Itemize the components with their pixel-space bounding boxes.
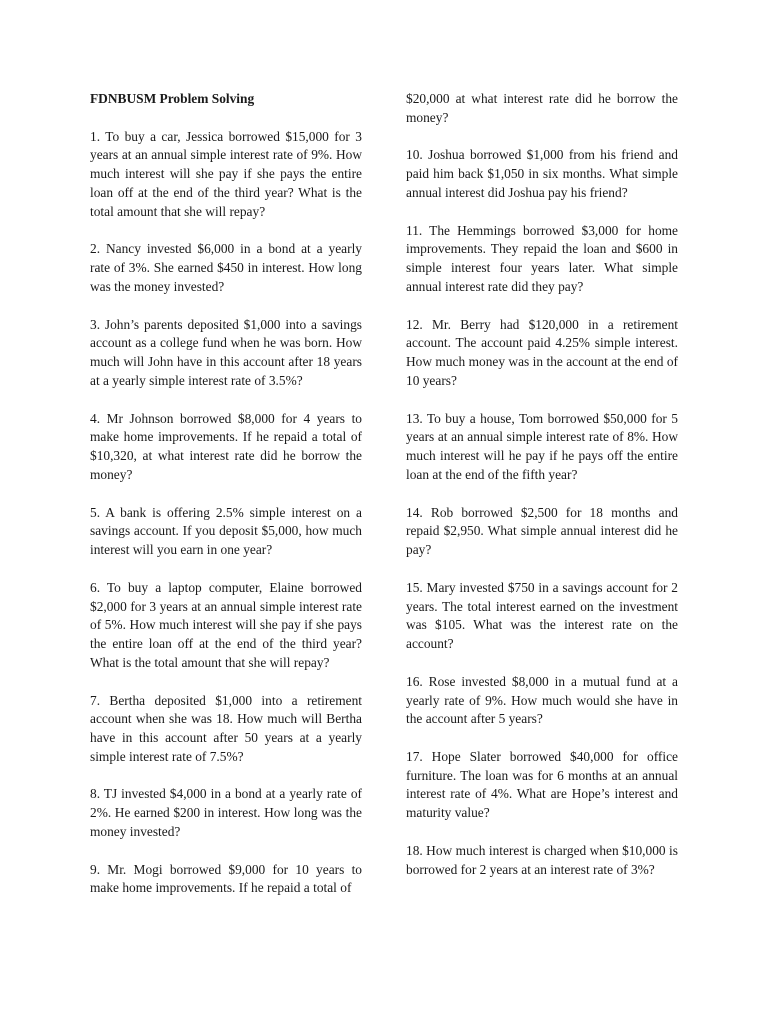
problem-3: 3. John’s parents deposited $1,000 into a savings account as a college fund when he was born. How much will John have in this account after 18 years at a yearly simple interest rate of 3.5%? — [90, 316, 362, 388]
problem-7: 7. Bertha deposited $1,000 into a retirement account when she was 18. How much will Bertha have in this account after 50 years at a yearly simple interest rate of 7.5%? — [90, 692, 362, 764]
problem-15: 15. Mary invested $750 in a savings account for 2 years. The total interest earned on the investment was $105. What was the interest rate on the account? — [406, 579, 678, 652]
document-title: FDNBUSM Problem Solving — [90, 91, 255, 106]
problem-12: 12. Mr. Berry had $120,000 in a retirement account. The account paid 4.25% simple interest. How much money was in the account at the end of 10 years? — [406, 316, 678, 388]
problem-1: 1. To buy a car, Jessica borrowed $15,000 for 3 years at an annual simple interest rate of 9%. How much interest will she pay if she pays the entire loan off at the end of the third year? What is the total amount that she will repay? — [90, 128, 362, 219]
right-column — [406, 90, 678, 898]
problem-9-end: $20,000 at what interest rate did he borrow the money? — [406, 91, 678, 125]
problem-18: 18. How much interest is charged when $10,000 is borrowed for 2 years at an interest rate of 3%? — [406, 842, 678, 877]
problem-17: 17. Hope Slater borrowed $40,000 for office furniture. The loan was for 6 months at an annual interest rate of 4%. What are Hope’s interest and maturity value? — [406, 748, 678, 821]
problem-10: 10. Joshua borrowed $1,000 from his friend and paid him back $1,050 in six months. What simple annual interest did Joshua pay his friend? — [406, 147, 678, 200]
problem-2: 2. Nancy invested $6,000 in a bond at a yearly rate of 3%. She earned $450 in interest. How long was the money invested? — [90, 241, 362, 294]
problem-14: 14. Rob borrowed $2,500 for 18 months and repaid $2,950. What simple annual interest did he pay? — [406, 504, 678, 558]
left-column — [90, 90, 362, 898]
problem-16: 16. Rose invested $8,000 in a mutual fund at a yearly rate of 9%. How much would she have in the account after 5 years? — [406, 673, 678, 727]
problem-8: 8. TJ invested $4,000 in a bond at a yearly rate of 2%. He earned $200 in interest. How long was the money invested? — [90, 786, 362, 840]
problem-6: 6. To buy a laptop computer, Elaine borrowed $2,000 for 3 years at an annual simple interest rate of 5%. How much interest will she pay if she pays the entire loan off at the end of the third year? What is the total amount that she will repay? — [90, 579, 362, 670]
problem-11: 11. The Hemmings borrowed $3,000 for home improvements. They repaid the loan and $600 in simple interest four years later. What simple annual interest rate did they pay? — [406, 222, 678, 294]
problem-4: 4. Mr Johnson borrowed $8,000 for 4 years to make home improvements. If he repaid a total of $10,320, at what interest rate did he borrow the money? — [90, 410, 362, 482]
problem-13: 13. To buy a house, Tom borrowed $50,000 for 5 years at an annual simple interest rate of 8%. How much interest will he pay if he pays off the entire loan at the end of the fifth year? — [406, 410, 678, 482]
problem-9-start: 9. Mr. Mogi borrowed $9,000 for 10 years to make home improvements. If he repaid a total of — [90, 861, 362, 896]
problem-5: 5. A bank is offering 2.5% simple interest on a savings account. If you deposit $5,000, how much interest will you earn in one year? — [90, 504, 362, 558]
